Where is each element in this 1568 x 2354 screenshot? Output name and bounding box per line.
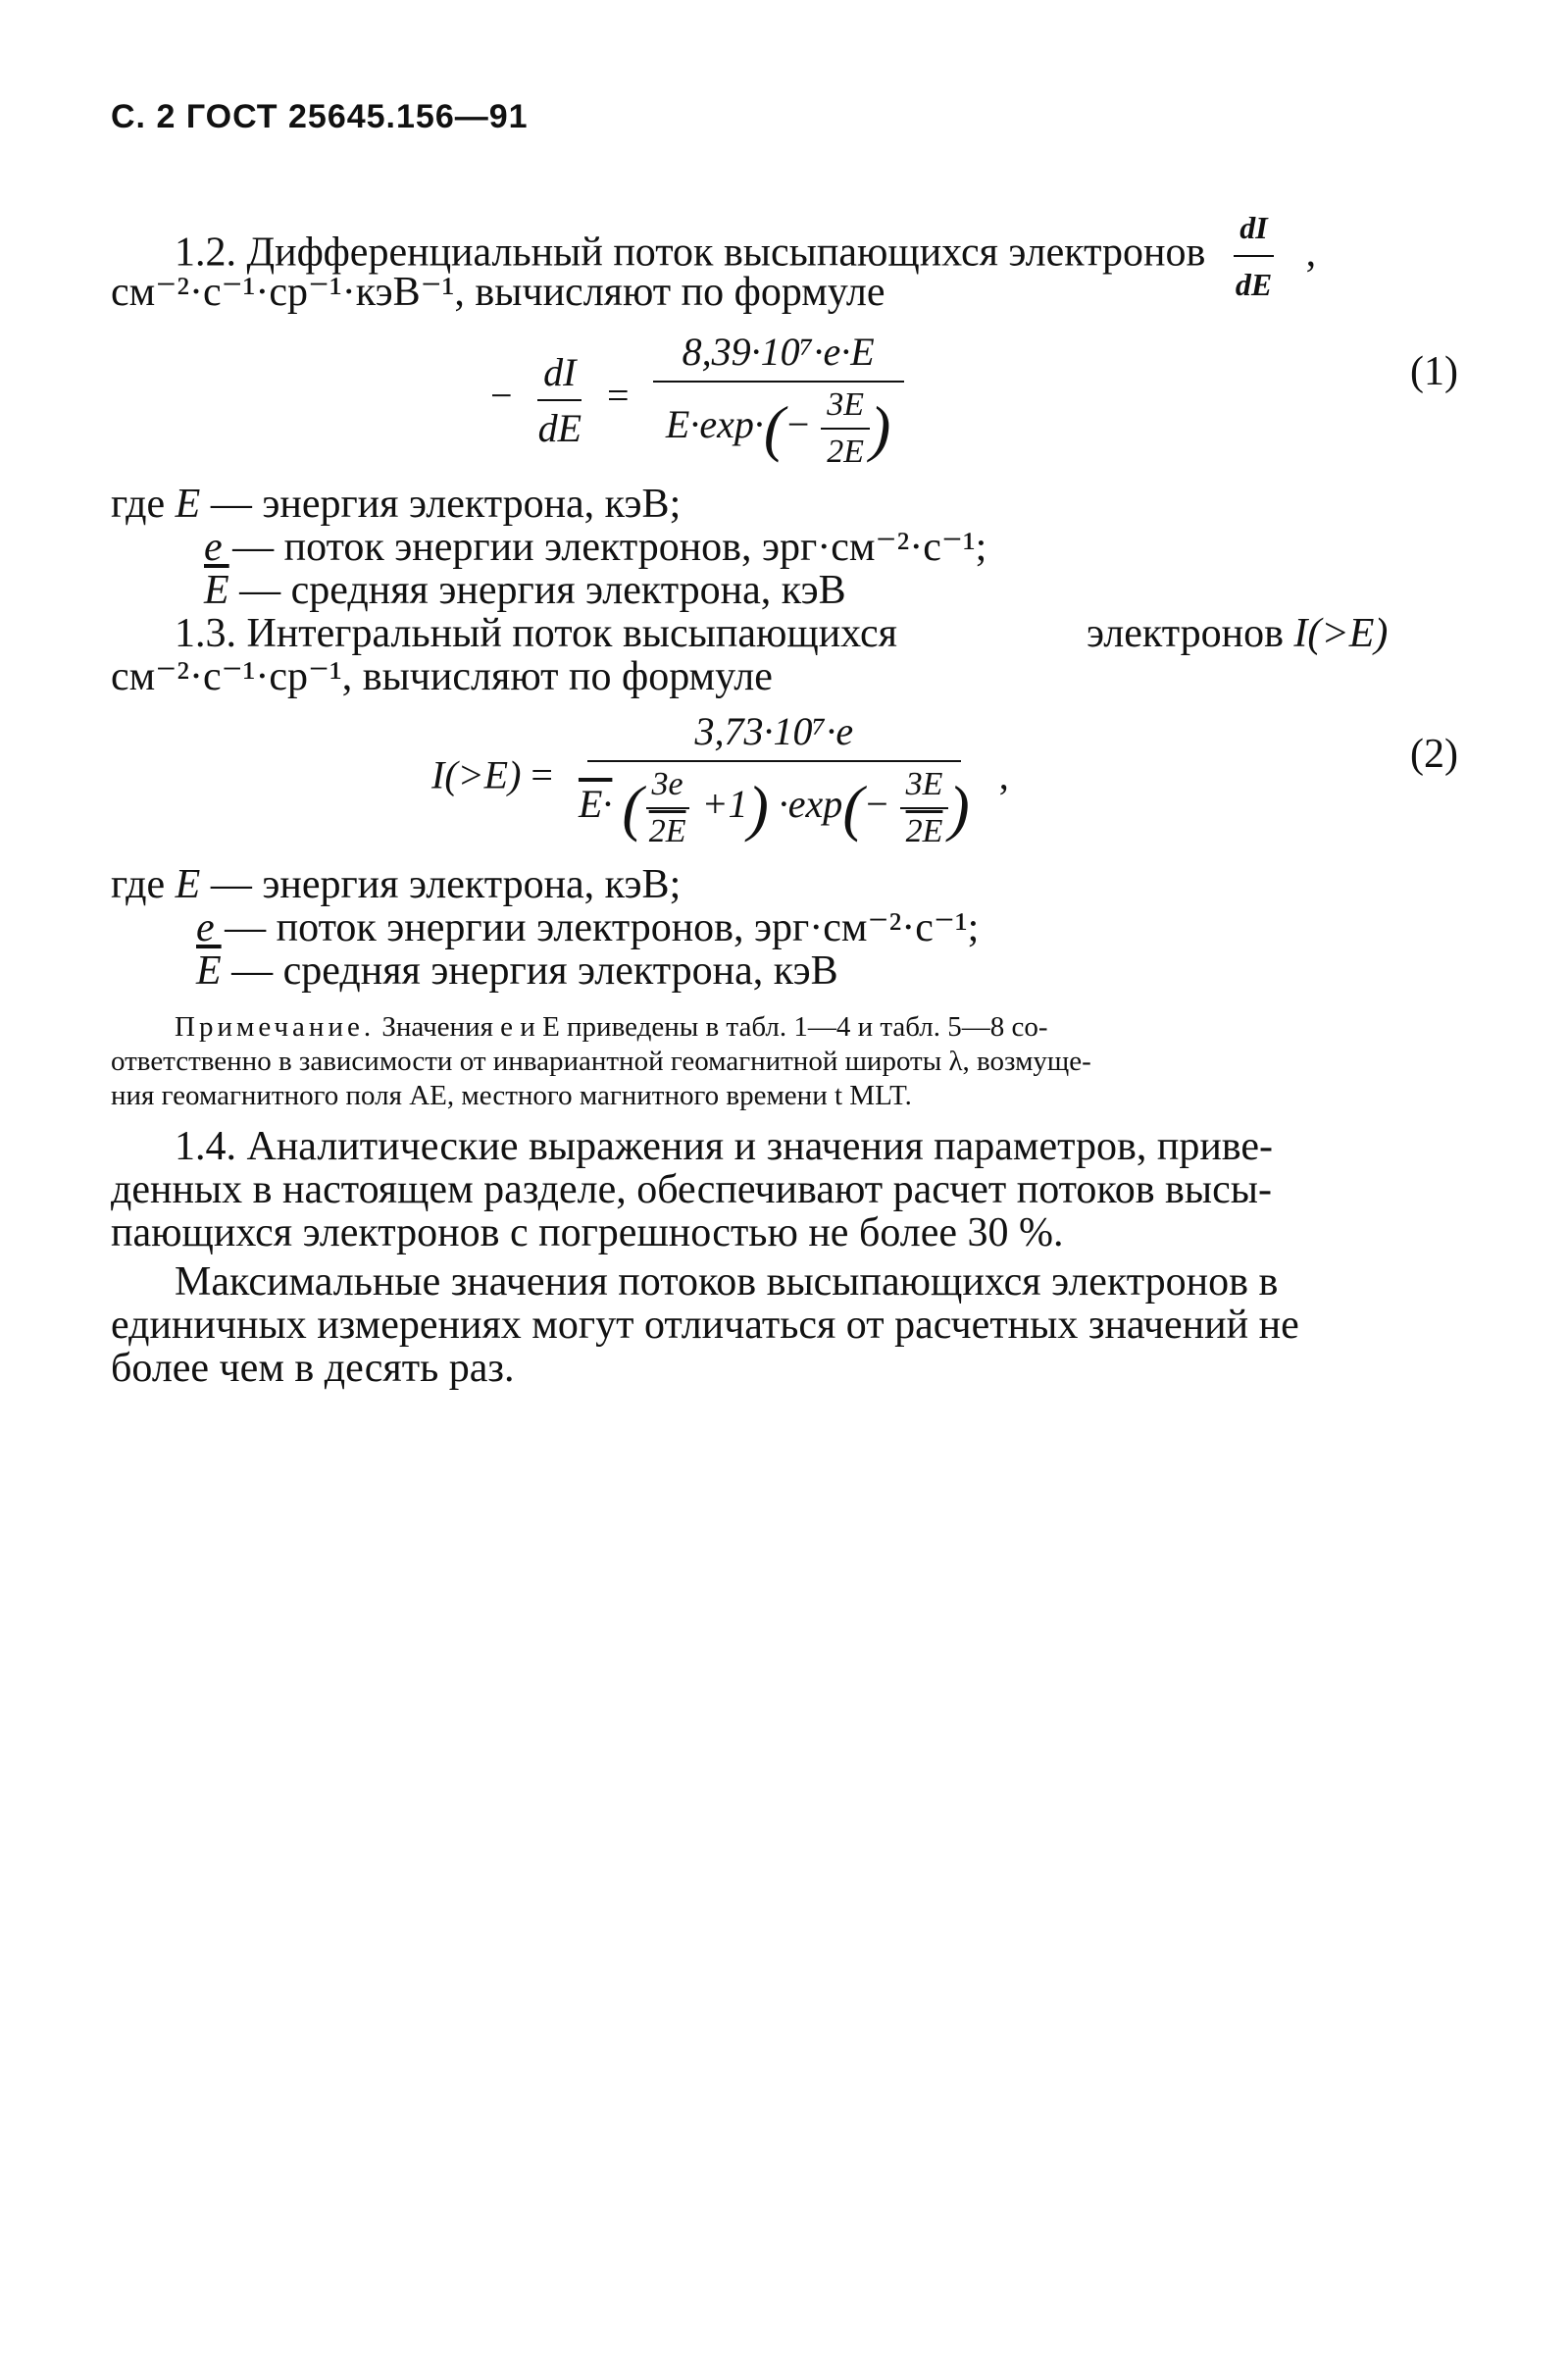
equation-1-number: (1) (1410, 349, 1458, 394)
standard-number: ГОСТ 25645.156—91 (185, 98, 529, 135)
where2-line1: где E — энергия электрона, кэВ; (111, 862, 682, 907)
eq1-rhs-fraction: 8,39·10⁷·e·E E·exp·(− $\frac{3E}{2E}$ ) (653, 329, 904, 471)
max-line3: более чем в десять раз. (111, 1346, 515, 1391)
where2-line2: e — поток энергии электронов, эрг·см⁻²·с⁻¹; (196, 905, 980, 950)
equation-1: − $\frac{dI}{dE}$ = 8,39·10⁷·e·E E·exp·(− $\frac{3E}{2E}$ ) (490, 329, 904, 471)
di-de-fraction: $\frac{dI}{dE}$ (1230, 204, 1278, 308)
max-line1: Максимальные значения потоков высыпающихся электронов в (175, 1259, 1279, 1305)
where2-line3: $\overline{E}$ — средняя энергия электрона, кэВ (196, 948, 838, 994)
equation-2: I(>E) = 3,73·10⁷·e E· ( $\frac{3e}{2E}$ +1) ·exp(− $\frac{3E}{2E}$ ) , (431, 709, 1009, 849)
eq2-rhs-fraction: 3,73·10⁷·e E· ( $\frac{3e}{2E}$ +1) ·exp(− $\frac{3E}{2E}$ ) (578, 709, 970, 849)
equation-2-number: (2) (1410, 732, 1458, 777)
page-number: С. 2 (111, 98, 177, 135)
s13-line1b: электронов I(>E) (1087, 611, 1389, 656)
s13-line2: см⁻²·с⁻¹·ср⁻¹, вычисляют по формуле (111, 654, 773, 699)
note-line3: ния геомагнитного поля AE, местного магнитного времени t MLT. (111, 1080, 912, 1111)
max-line2: единичных измерениях могут отличаться от расчетных значений не (111, 1303, 1299, 1348)
where1-line3: $\overline{E}$ — средняя энергия электрона, кэВ (204, 568, 846, 613)
s14-line2: денных в настоящем разделе, обеспечивают расчет потоков высы- (111, 1167, 1272, 1212)
note-line2: ответственно в зависимости от инвариантной геомагнитной широты λ, возмуще- (111, 1046, 1091, 1077)
s14-line3: пающихся электронов с погрешностью не более 30 %. (111, 1210, 1064, 1255)
s12-line2: см⁻²·с⁻¹·ср⁻¹·кэВ⁻¹, вычисляют по формуле (111, 270, 885, 315)
s12-line1: 1.2. Дифференциальный поток высыпающихся электронов $\frac{dI}{dE}$ , (175, 204, 1316, 308)
where1-line1: где E — энергия электрона, кэВ; (111, 482, 682, 527)
s14-line1: 1.4. Аналитические выражения и значения параметров, приве- (175, 1124, 1274, 1169)
page-header (111, 98, 529, 136)
where1-line2: e — поток энергии электронов, эрг·см⁻²·с⁻¹; (204, 525, 987, 570)
note-line1: Примечание. Значения e и E приведены в табл. 1—4 и табл. 5—8 со- (175, 1011, 1048, 1043)
s13-line1a: 1.3. Интегральный поток высыпающихся (175, 611, 897, 656)
eq1-lhs-fraction: $\frac{dI}{dE}$ (537, 349, 582, 450)
